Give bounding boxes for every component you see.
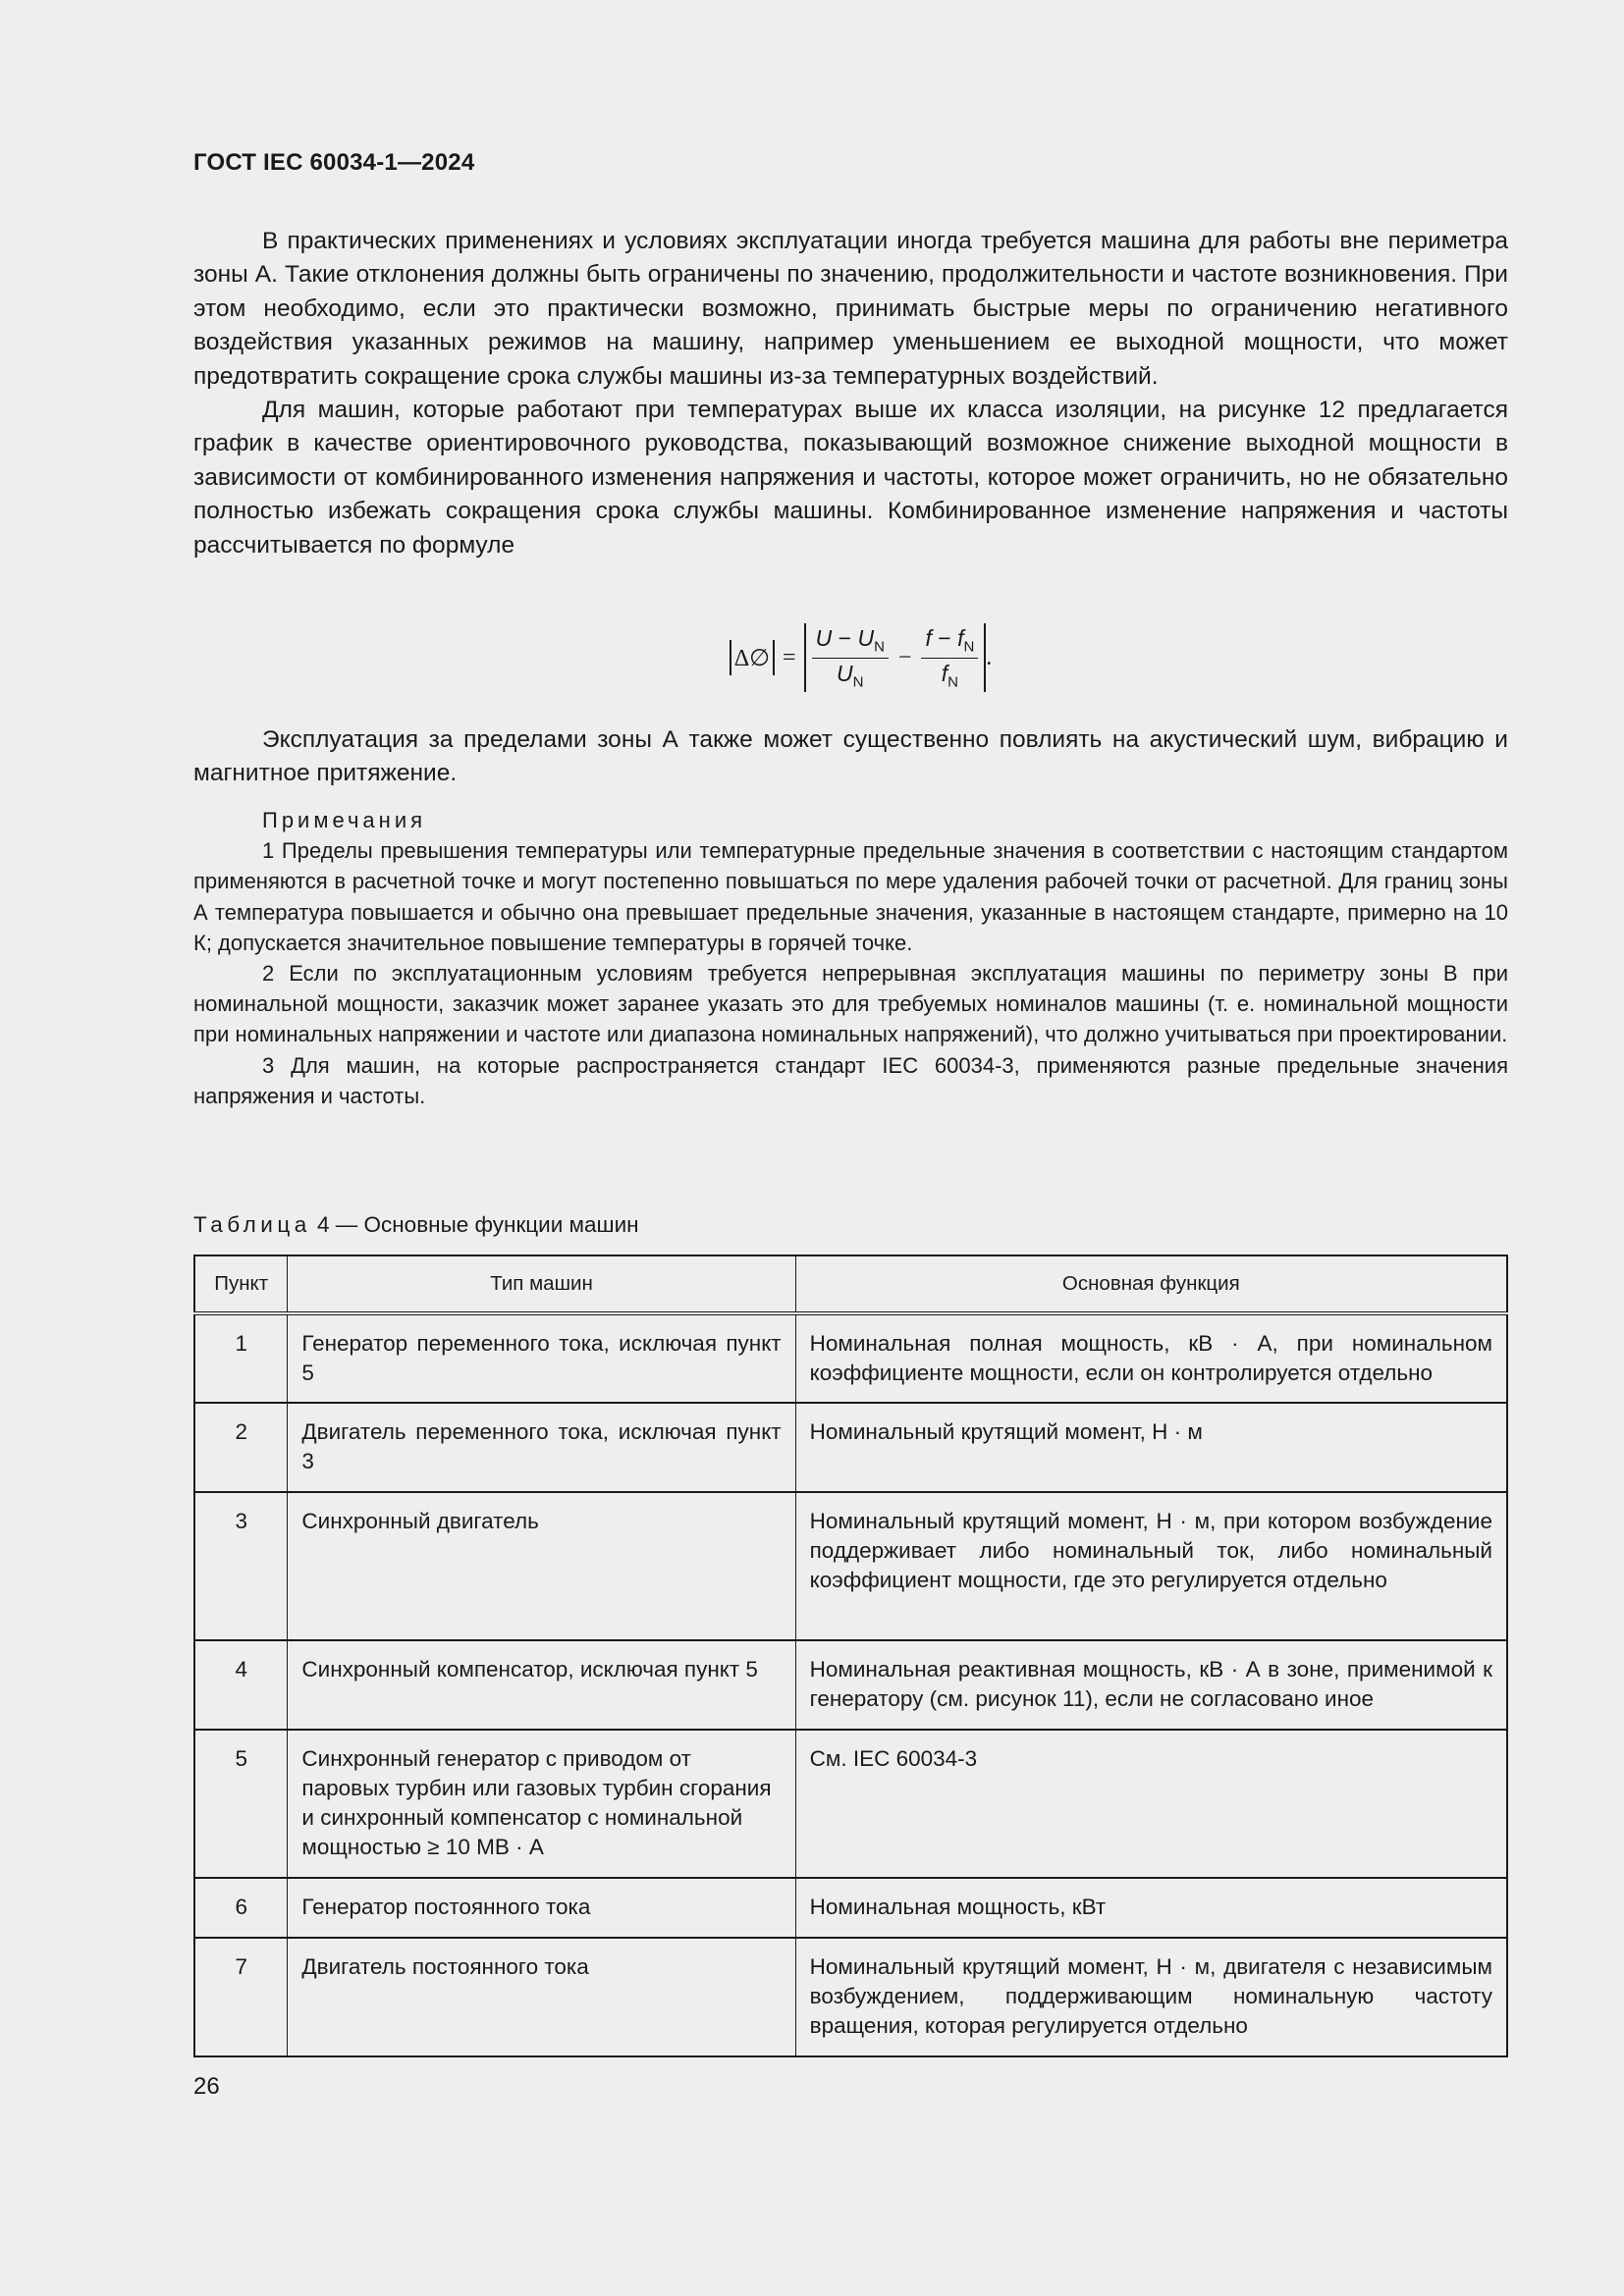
cell-main-function: Номинальный крутящий момент, Н · м xyxy=(795,1403,1507,1492)
table-header-row xyxy=(194,1255,1507,1313)
table-row xyxy=(194,1878,1507,1938)
cell-machine-type: Двигатель переменного тока, исключая пункт 3 xyxy=(288,1403,795,1492)
document-header: ГОСТ IEC 60034-1—2024 xyxy=(193,149,475,176)
table-row xyxy=(194,1640,1507,1730)
notes-title: Примечания xyxy=(262,808,427,832)
cell-main-function: Номинальный крутящий момент, Н · м, двигателя с независимым возбуждением, поддерживающим номинальную частоту вращения, которая регулируется отдельно xyxy=(795,1938,1507,2056)
note-item: 3 Для машин, на которые распространяется стандарт IEC 60034-3, применяются разные предельные значения напряжения и частоты. xyxy=(193,1052,1508,1108)
paragraph: В практических применениях и условиях эксплуатации иногда требуется машина для работы вне периметра зоны А. Такие отклонения должны быть ограничены по значению, продолжительности и частоте возникновения. При этом необходимо, если это практически возможно, принимать быстрые меры по ограничению негативного воздействия указанных режимов на машину, например уменьшением ее выходной мощности, что может предотвратить сокращение срока службы машины из-за температурных воздействий. xyxy=(193,228,1508,390)
notes-section xyxy=(193,805,1508,1111)
cell-machine-type: Генератор постоянного тока xyxy=(288,1878,795,1938)
formula-period: . xyxy=(986,644,993,670)
column-header-main-function: Основная функция xyxy=(795,1255,1507,1313)
fraction-denominator: $U_N$ xyxy=(837,660,864,691)
formula-minus: − xyxy=(897,644,912,670)
cell-machine-type: Синхронный компенсатор, исключая пункт 5 xyxy=(288,1640,795,1730)
cell-item-number: 7 xyxy=(194,1938,288,2056)
abs-bar-left-big xyxy=(804,623,806,692)
cell-item-number: 6 xyxy=(194,1878,288,1938)
table-row xyxy=(194,1730,1507,1878)
body-text-after-formula xyxy=(193,723,1508,791)
table-row xyxy=(194,1492,1507,1640)
fraction-numerator: $U - U_N$ xyxy=(812,625,889,659)
cell-machine-type: Синхронный двигатель xyxy=(288,1492,795,1640)
cell-item-number: 3 xyxy=(194,1492,288,1640)
cell-main-function: Номинальный крутящий момент, Н · м, при котором возбуждение поддерживает либо номинальный ток, либо номинальный коэффициент мощности, где это регулируется отдельно xyxy=(795,1492,1507,1640)
body-text xyxy=(193,225,1508,562)
cell-main-function: См. IEC 60034-3 xyxy=(795,1730,1507,1878)
cell-main-function: Номинальная мощность, кВт xyxy=(795,1878,1507,1938)
machine-functions-table xyxy=(193,1255,1508,2057)
page-number: 26 xyxy=(193,2073,220,2100)
cell-item-number: 4 xyxy=(194,1640,288,1730)
cell-item-number: 1 xyxy=(194,1313,288,1403)
cell-machine-type: Генератор переменного тока, исключая пункт 5 xyxy=(288,1313,795,1403)
cell-main-function: Номинальная полная мощность, кВ · А, при номинальном коэффициенте мощности, если он контролируется отдельно xyxy=(795,1313,1507,1403)
formula-equals: = xyxy=(783,644,796,670)
table-caption-label: Таблица xyxy=(193,1212,311,1237)
fraction-frequency xyxy=(921,625,978,690)
cell-main-function: Номинальная реактивная мощность, кВ · А в зоне, применимой к генератору (см. рисунок 11), если не согласовано иное xyxy=(795,1640,1507,1730)
paragraph: Для машин, которые работают при температурах выше их класса изоляции, на рисунке 12 предлагается график в качестве ориентировочного руководства, показывающий возможное снижение выходной мощности в зависимости от комбинированного изменения напряжения и частоты, которое может ограничить, но не обязательно полностью избежать сокращения срока службы машины. Комбинированное изменение напряжения и частоты рассчитывается по формуле xyxy=(193,397,1508,559)
note-item: 1 Пределы превышения температуры или температурные предельные значения в соответствии с настоящим стандартом применяются в расчетной точке и могут постепенно повышаться по мере удаления рабочей точки от расчетной. Для границ зоны А температура повышается и обычно она превышает предельные значения, указанные в настоящем стандарте, примерно на 10 К; допускается значительное повышение температуры в горячей точке. xyxy=(193,838,1508,955)
fraction-numerator: $f - f_N$ xyxy=(921,625,978,659)
formula-lhs: Δ∅ xyxy=(733,645,771,671)
fraction-voltage xyxy=(812,625,889,690)
formula xyxy=(193,618,1508,697)
table-row xyxy=(194,1403,1507,1492)
abs-bar-right xyxy=(773,640,775,675)
table-row xyxy=(194,1313,1507,1403)
paragraph: Эксплуатация за пределами зоны А также может существенно повлиять на акустический шум, вибрацию и магнитное притяжение. xyxy=(193,726,1508,787)
table-row xyxy=(194,1938,1507,2056)
table-caption xyxy=(193,1212,639,1238)
cell-machine-type: Двигатель постоянного тока xyxy=(288,1938,795,2056)
column-header-machine-type: Тип машин xyxy=(288,1255,795,1313)
table-caption-title: 4 — Основные функции машин xyxy=(310,1212,639,1237)
cell-machine-type: Синхронный генератор с приводом от паровых турбин или газовых турбин сгорания и синхронный компенсатор с номинальной мощностью ≥ 10 МВ · А xyxy=(288,1730,795,1878)
cell-item-number: 5 xyxy=(194,1730,288,1878)
cell-item-number: 2 xyxy=(194,1403,288,1492)
fraction-denominator: $f_N$ xyxy=(941,660,958,691)
column-header-item: Пункт xyxy=(194,1255,288,1313)
note-item: 2 Если по эксплуатационным условиям требуется непрерывная эксплуатация машины по периметру зоны В при номинальной мощности, заказчик может заранее указать это для требуемых номиналов машины (т. е. номинальной мощности при номинальных напряжении и частоте или диапазона номинальных напряжений), что должно учитываться при проектировании. xyxy=(193,961,1508,1047)
